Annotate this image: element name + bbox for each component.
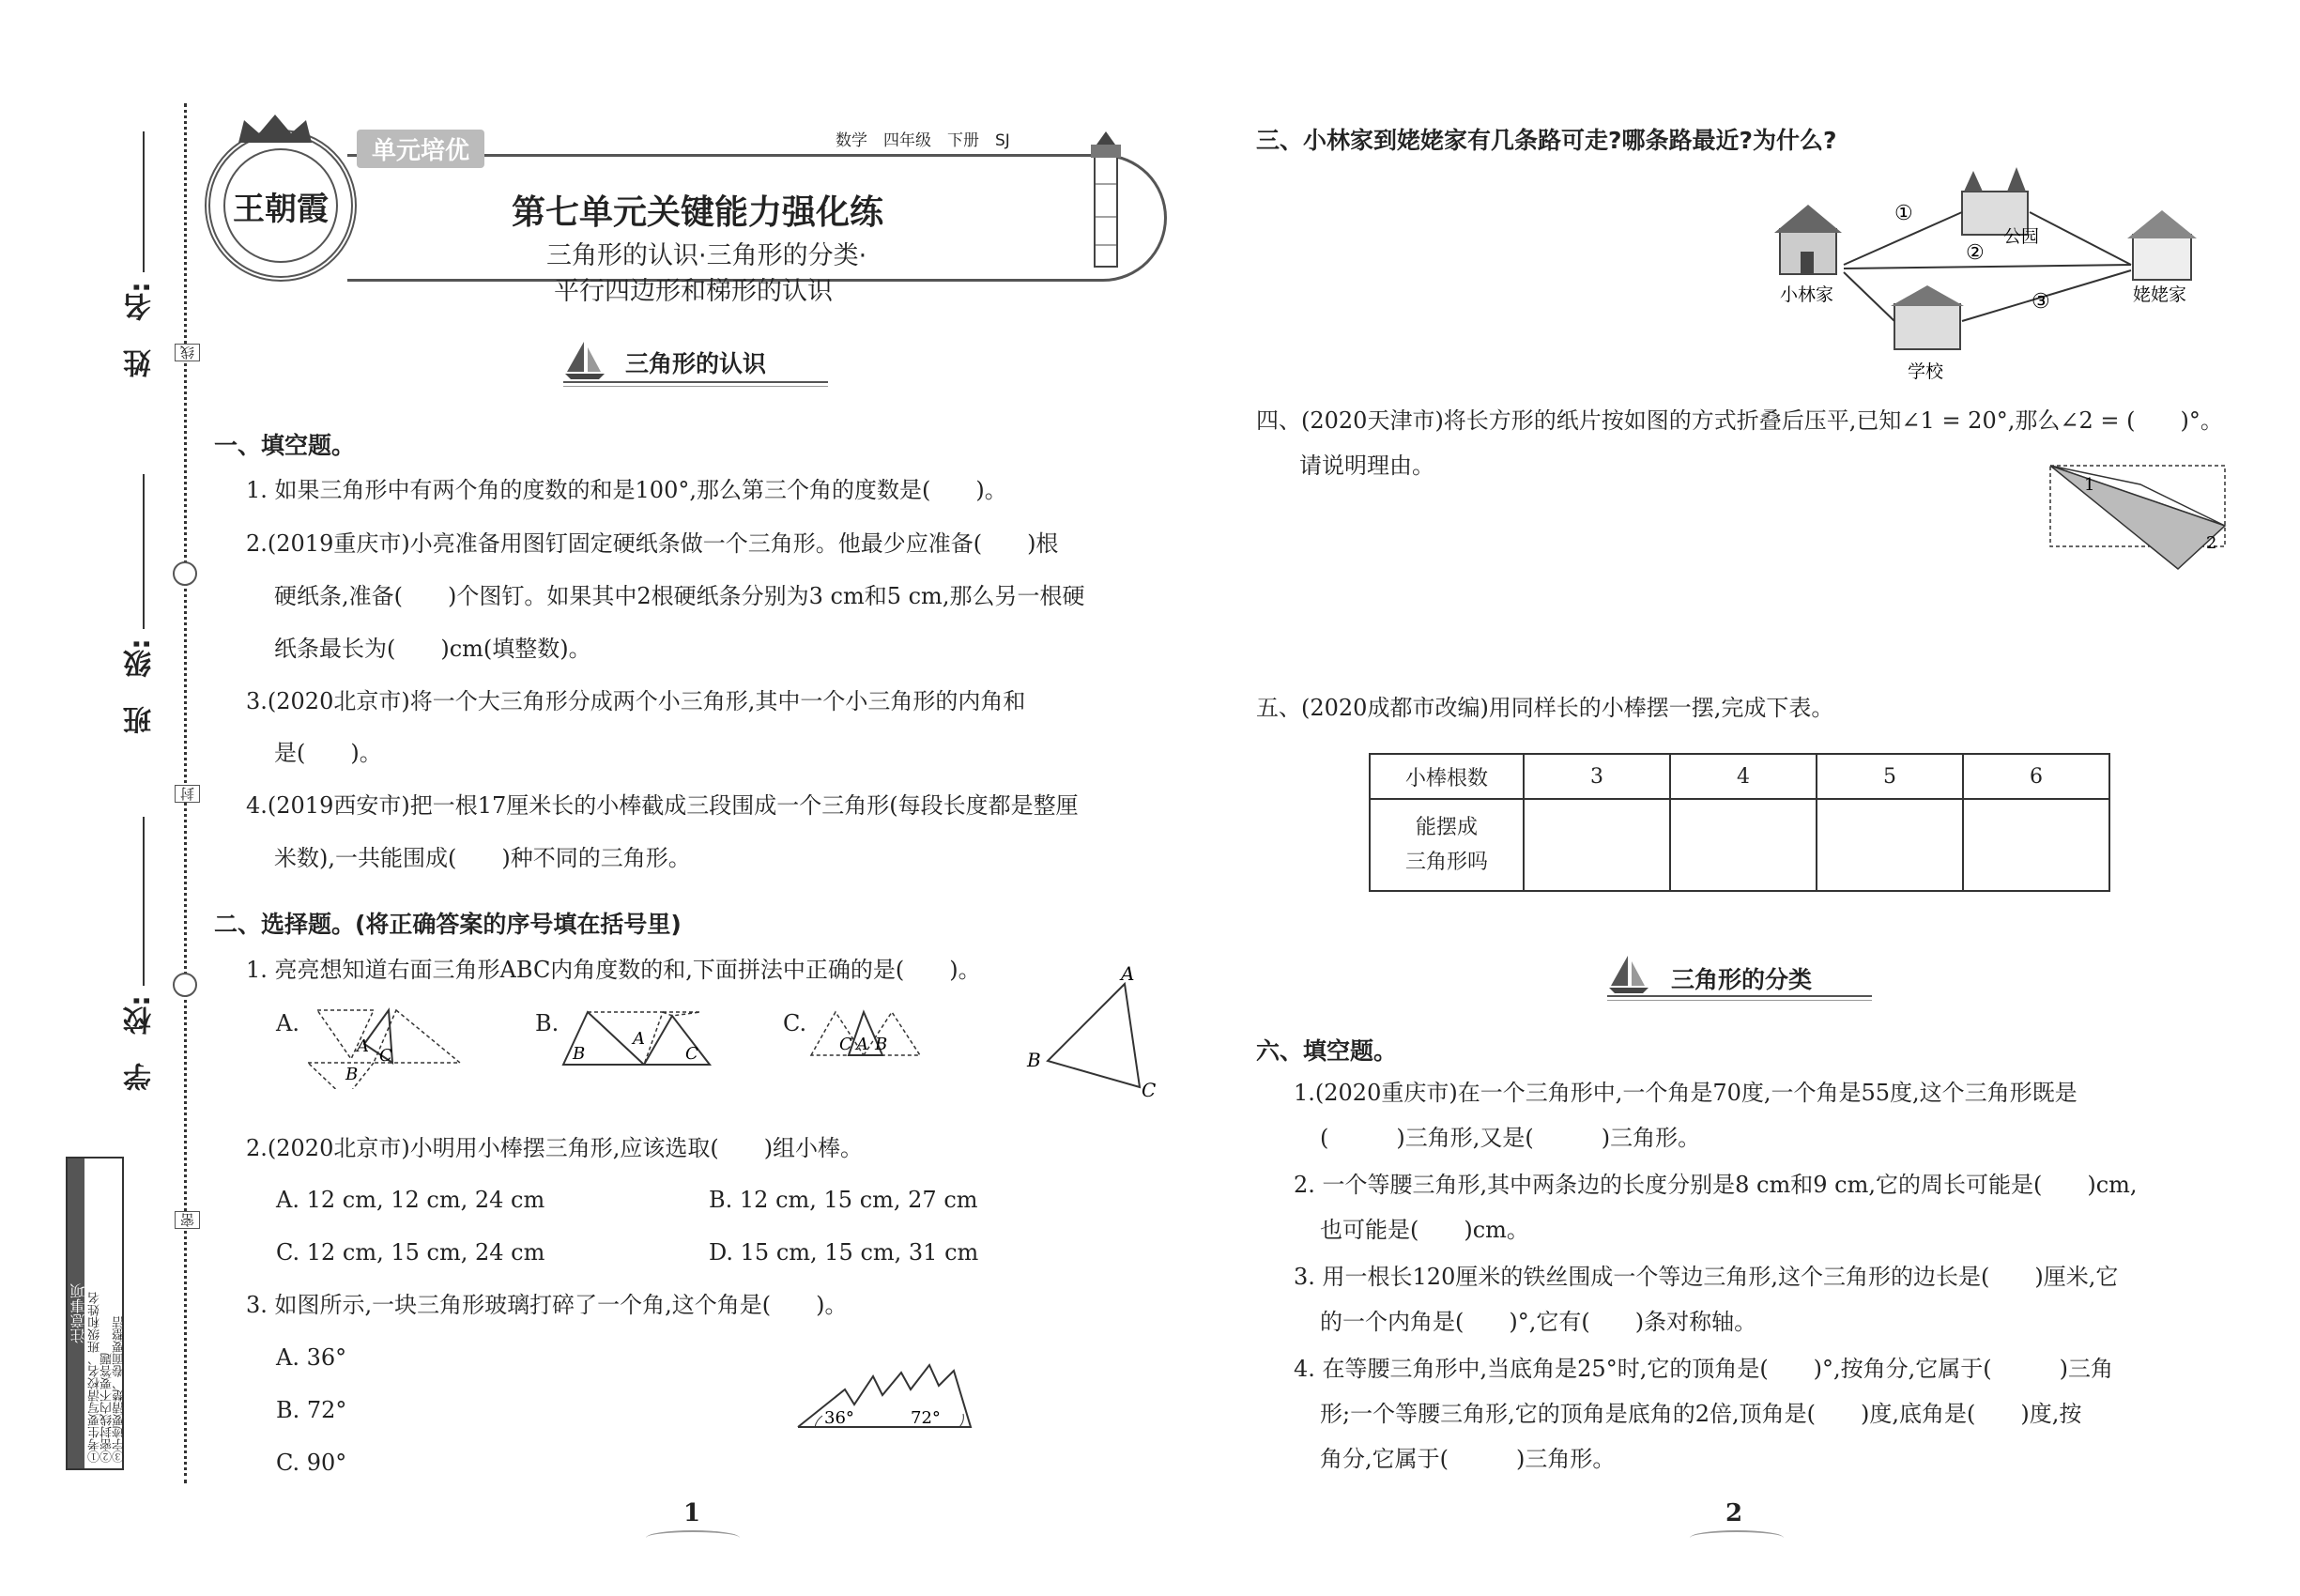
- broken-glass-figure: [789, 1352, 976, 1436]
- page-wave-left: [646, 1530, 740, 1545]
- svg-text:A: A: [633, 1029, 645, 1049]
- section-header: [563, 338, 828, 385]
- clip-icon: [173, 973, 197, 997]
- subtitle-1: 三角形的认识·三角形的分类·: [546, 241, 867, 270]
- question-1-3-cont: 是( )。: [274, 740, 382, 766]
- svg-text:B: B: [1027, 1049, 1041, 1071]
- question-1-4-cont: 米数),一共能围成( )种不同的三角形。: [274, 845, 691, 871]
- logo-text: 王朝霞: [233, 190, 329, 228]
- option-2-2-b: B. 12 cm, 15 cm, 27 cm: [709, 1187, 978, 1213]
- subtitle-2: 平行四边形和梯形的认识: [554, 277, 833, 306]
- name-label: 姓 名:: [124, 282, 157, 377]
- clip-icon: [173, 561, 197, 586]
- question-2-1: 1. 亮亮想知道右面三角形ABC内角度数的和,下面拼法中正确的是( )。: [246, 957, 981, 983]
- note-3: ③字迹要清楚、卷面要整洁: [113, 1316, 127, 1463]
- name-field[interactable]: [143, 131, 145, 272]
- question-5: 五、(2020成都市改编)用同样长的小棒摆一摆,完成下表。: [1256, 695, 1834, 721]
- question-6-3: 3. 用一根长120厘米的铁丝围成一个等边三角形,这个三角形的边长是( )厘米,它: [1294, 1264, 2119, 1290]
- lighthouse-icon: [1078, 128, 1134, 269]
- svg-text:1: 1: [2084, 475, 2095, 495]
- svg-text:小林家: 小林家: [1780, 284, 1834, 305]
- unit-tag: 单元培优: [357, 130, 484, 168]
- svg-text:72°: 72°: [911, 1408, 941, 1428]
- question-6-2: 2. 一个等腰三角形,其中两条边的长度分别是8 cm和9 cm,它的周长可能是( )cm,: [1294, 1172, 2138, 1198]
- question-2-3: 3. 如图所示,一块三角形玻璃打碎了一个角,这个角是( )。: [246, 1292, 848, 1318]
- triangle-abc-figure: [1021, 965, 1162, 1106]
- answer-cell[interactable]: [1817, 799, 1963, 891]
- svg-text:A: A: [357, 1036, 369, 1056]
- grandma-house-icon: [2133, 235, 2191, 280]
- question-1-2: 2.(2019重庆市)小亮准备用图钉固定硬纸条做一个三角形。他最少应准备( )根: [246, 530, 1059, 557]
- school-label: 学 校:: [124, 995, 157, 1091]
- svg-text:B: B: [573, 1044, 586, 1064]
- question-1-3: 3.(2020北京市)将一个大三角形分成两个小三角形,其中一个小三角形的内角和: [246, 688, 1026, 714]
- table-col-5: 5: [1817, 754, 1963, 799]
- seal-tag-secret: 密: [175, 1211, 200, 1229]
- question-6-1: 1.(2020重庆市)在一个三角形中,一个角是70度,一个角是55度,这个三角形既是: [1294, 1080, 2078, 1106]
- section-header-2: [1607, 952, 1872, 999]
- crown-icon: [235, 113, 315, 145]
- option-2-2-a: A. 12 cm, 12 cm, 24 cm: [276, 1187, 545, 1213]
- question-6-2-cont: 也可能是( )cm。: [1320, 1217, 1529, 1243]
- answer-cell[interactable]: [1670, 799, 1817, 891]
- option-b-figure: [560, 1006, 719, 1072]
- folded-paper-figure: [2047, 462, 2234, 575]
- svg-text:公园: 公园: [2003, 226, 2040, 247]
- svg-text:C: C: [1142, 1079, 1157, 1101]
- answer-cell[interactable]: [1524, 799, 1670, 891]
- table-col-6: 6: [1963, 754, 2109, 799]
- question-6-4-cont: 角分,它属于( )三角形。: [1320, 1446, 1616, 1472]
- sailboat-icon: [1607, 952, 1650, 993]
- svg-text:③: ③: [2032, 290, 2050, 314]
- svg-text:C: C: [379, 1046, 392, 1066]
- question-1-2-cont: 硬纸条,准备( )个图钉。如果其中2根硬纸条分别为3 cm和5 cm,那么另一根硬: [274, 583, 1085, 609]
- section-title-2: 三角形的分类: [1671, 966, 1813, 993]
- sailboat-icon: [563, 338, 606, 379]
- class-field[interactable]: [143, 474, 145, 629]
- school-field[interactable]: [143, 817, 145, 986]
- class-label: 班 级:: [124, 638, 157, 734]
- svg-text:C: C: [685, 1044, 698, 1064]
- option-2-2-d: D. 15 cm, 15 cm, 31 cm: [709, 1239, 979, 1266]
- svg-text:姥姥家: 姥姥家: [2133, 284, 2187, 305]
- table-row-head-2: 能摆成 三角形吗: [1370, 799, 1524, 891]
- book-info: 数学 四年级 下册 SJ: [836, 131, 1010, 150]
- question-4: 四、(2020天津市)将长方形的纸片按如图的方式折叠后压平,已知∠1 = 20°,那么∠2 = ( )°。: [1256, 407, 2223, 434]
- question-1-4: 4.(2019西安市)把一根17厘米长的小棒截成三段围成一个三角形(每段长度都是整厘: [246, 792, 1079, 819]
- question-3: 三、小林家到姥姥家有几条路可走?哪条路最近?为什么?: [1256, 127, 1837, 154]
- svg-text:C: C: [839, 1035, 852, 1054]
- seal-tag-seal: 封: [175, 785, 200, 803]
- option-2-3-b: B. 72°: [276, 1397, 347, 1423]
- question-1-2-cont: 纸条最长为( )cm(填整数)。: [274, 636, 591, 662]
- svg-text:36°: 36°: [824, 1408, 854, 1428]
- logo-badge: [205, 130, 357, 282]
- page-title: 第七单元关键能力强化练: [512, 193, 884, 232]
- notes-box: [66, 1157, 127, 1470]
- svg-text:B: B: [345, 1065, 359, 1084]
- question-2-2: 2.(2020北京市)小明用小棒摆三角形,应该选取( )组小棒。: [246, 1135, 864, 1161]
- question-1-1: 1. 如果三角形中有两个角的度数的和是100°,那么第三个角的度数是( )。: [246, 477, 1007, 503]
- route-map: [1765, 160, 2206, 404]
- option-2-3-c: C. 90°: [276, 1450, 347, 1476]
- svg-text:A: A: [856, 1035, 868, 1054]
- school-building-icon: [1894, 304, 1960, 349]
- part-6-title: 六、填空题。: [1256, 1037, 1398, 1065]
- part-1-title: 一、填空题。: [214, 432, 356, 459]
- option-c-label: C.: [783, 1010, 807, 1036]
- svg-text:②: ②: [1966, 241, 1985, 265]
- svg-text:A: A: [1121, 965, 1135, 985]
- seal-tag-line: 线: [175, 344, 200, 361]
- table-col-4: 4: [1670, 754, 1817, 799]
- option-2-3-a: A. 36°: [276, 1344, 347, 1371]
- table-col-3: 3: [1524, 754, 1670, 799]
- option-a-figure: [299, 1005, 477, 1089]
- question-6-1-cont: ( )三角形,又是( )三角形。: [1320, 1125, 1701, 1151]
- answer-cell[interactable]: [1963, 799, 2109, 891]
- option-c-figure: [807, 1008, 929, 1065]
- question-6-4: 4. 在等腰三角形中,当底角是25°时,它的顶角是( )°,按角分,它属于( )三角: [1294, 1356, 2114, 1382]
- svg-text:①: ①: [1894, 202, 1913, 225]
- option-b-label: B.: [535, 1010, 560, 1036]
- part-2-title: 二、选择题。(将正确答案的序号填在括号里): [214, 911, 682, 938]
- page-wave-right: [1690, 1530, 1784, 1545]
- page-number-left: 1: [683, 1499, 701, 1527]
- svg-text:学校: 学校: [1908, 361, 1944, 382]
- question-4-cont: 请说明理由。: [1299, 453, 1434, 479]
- notes-title: 注意事项: [68, 1159, 84, 1468]
- page-number-right: 2: [1725, 1499, 1743, 1527]
- option-2-2-c: C. 12 cm, 15 cm, 24 cm: [276, 1239, 545, 1266]
- note-1: ①考生要写清校名、班级和姓名: [88, 1292, 102, 1463]
- question-6-4-cont: 形;一个等腰三角形,它的顶角是底角的2倍,顶角是( )度,底角是( )度,按: [1320, 1401, 2082, 1427]
- option-a-label: A.: [276, 1010, 299, 1036]
- table-row-head: 小棒根数: [1370, 754, 1524, 799]
- section-title: 三角形的认识: [625, 350, 767, 377]
- note-2: ②密封线内不要答题: [100, 1353, 115, 1463]
- svg-text:B: B: [875, 1035, 888, 1054]
- svg-text:2: 2: [2206, 533, 2217, 553]
- stick-table: [1369, 753, 2110, 892]
- question-6-3-cont: 的一个内角是( )°,它有( )条对称轴。: [1320, 1309, 1757, 1335]
